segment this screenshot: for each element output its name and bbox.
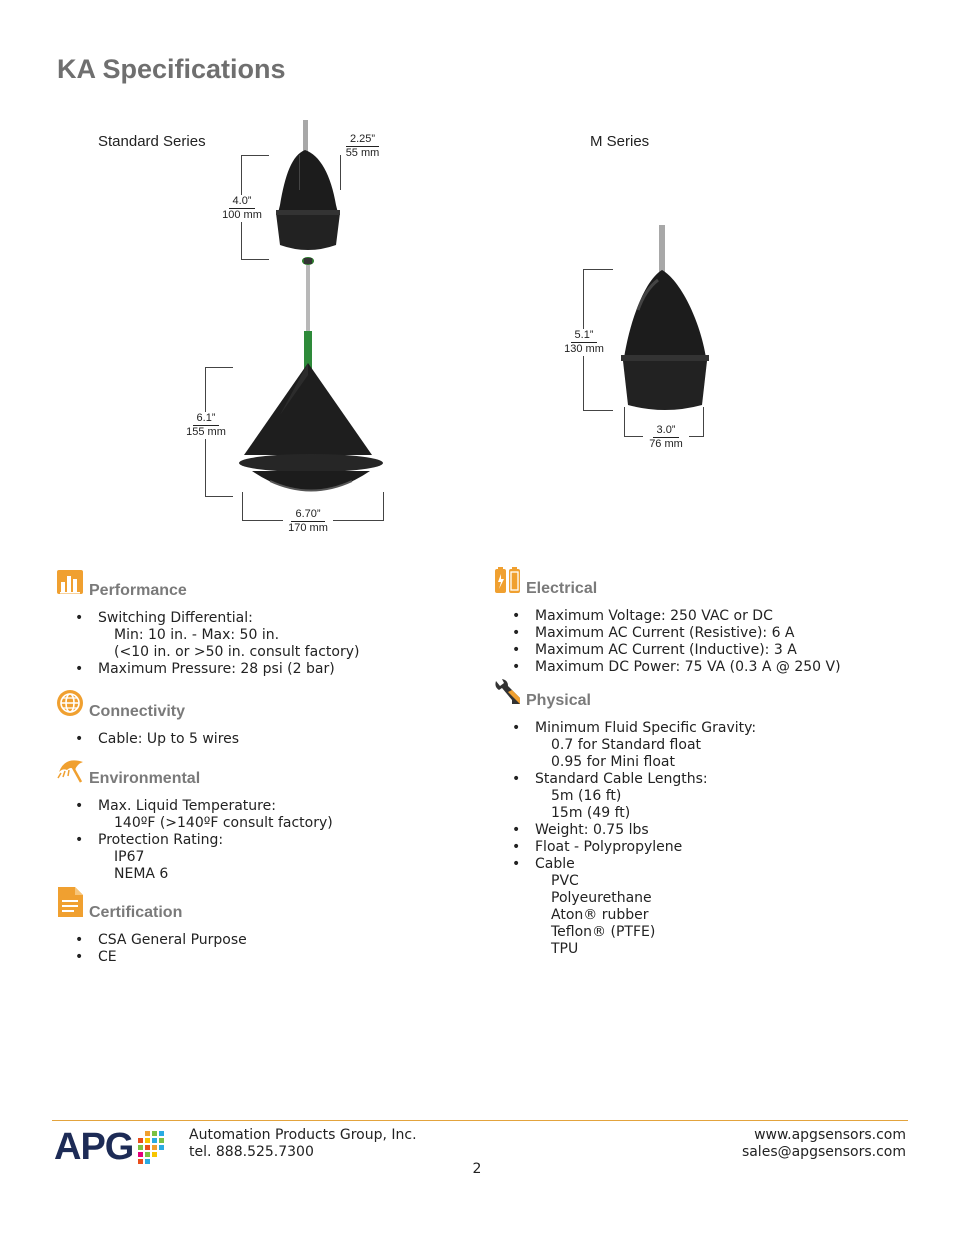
- list-item: • Minimum Fluid Specific Gravity: 0.7 for Standard float 0.95 for Mini float: [512, 720, 914, 771]
- page-title: KA Specifications: [57, 54, 286, 84]
- company-phone: tel. 888.525.7300: [189, 1144, 314, 1160]
- wrench-icon: [494, 678, 522, 706]
- connectivity-section: [57, 689, 457, 748]
- battery-icon: [494, 566, 522, 594]
- environmental-title: Environmental: [89, 770, 201, 787]
- page-number: 2: [472, 1161, 482, 1177]
- list-item: • Cable PVC Polyeurethane Aton® rubber Teflon® (PTFE) TPU: [512, 856, 914, 958]
- list-item: • Max. Liquid Temperature: 140ºF (>140ºF consult factory): [75, 798, 457, 832]
- list-item: • Maximum AC Current (Resistive): 6 A: [512, 625, 914, 642]
- globe-icon: [57, 689, 85, 717]
- list-item: • Switching Differential: Min: 10 in. - Max: 50 in. (<10 in. or >50 in. consult factory): [75, 610, 457, 661]
- list-item: • Cable: Up to 5 wires: [75, 731, 457, 748]
- bar-chart-icon: [57, 568, 85, 596]
- electrical-title: Electrical: [526, 580, 598, 597]
- m-width-dimension: 3.0” 76 mm: [643, 424, 689, 451]
- connectivity-title: Connectivity: [89, 703, 186, 720]
- standard-top-width-dimension: 2.25” 55 mm: [345, 133, 380, 159]
- list-item: • Maximum DC Power: 75 VA (0.3 A @ 250 V): [512, 659, 914, 676]
- company-name: Automation Products Group, Inc.: [189, 1127, 417, 1143]
- list-item: • Protection Rating: IP67 NEMA 6: [75, 832, 457, 883]
- environmental-section: [57, 756, 457, 883]
- umbrella-icon: [57, 756, 85, 784]
- list-item: • Maximum Pressure: 28 psi (2 bar): [75, 661, 457, 678]
- standard-series-label: Standard Series: [98, 133, 206, 150]
- m-height-dimension: 5.1” 130 mm: [560, 329, 608, 356]
- list-item: • CSA General Purpose: [75, 932, 457, 949]
- list-item: • Standard Cable Lengths: 5m (16 ft) 15m (49 ft): [512, 771, 914, 822]
- electrical-section: [494, 566, 914, 676]
- footer-divider: [52, 1120, 908, 1121]
- certification-section: [57, 890, 457, 966]
- apg-logo: APG: [54, 1126, 167, 1169]
- list-item: • Weight: 0.75 lbs: [512, 822, 914, 839]
- list-item: • CE: [75, 949, 457, 966]
- standard-top-height-dimension: 4.0” 100 mm: [218, 195, 266, 222]
- physical-section: [494, 678, 914, 958]
- web-contact: [742, 1127, 906, 1161]
- document-icon: [57, 886, 85, 918]
- email-link[interactable]: sales@apgsensors.com: [741, 1144, 906, 1160]
- website-link[interactable]: www.apgsensors.com: [754, 1127, 906, 1143]
- m-series-label: M Series: [590, 133, 650, 150]
- company-contact: [189, 1127, 417, 1161]
- m-series-float-image: [600, 220, 730, 420]
- certification-title: Certification: [89, 904, 183, 921]
- list-item: • Maximum AC Current (Inductive): 3 A: [512, 642, 914, 659]
- list-item: • Maximum Voltage: 250 VAC or DC: [512, 608, 914, 625]
- performance-section: [57, 568, 457, 678]
- performance-title: Performance: [89, 582, 187, 599]
- standard-bottom-width-dimension: 6.70” 170 mm: [283, 508, 333, 535]
- physical-title: Physical: [526, 692, 591, 709]
- standard-bottom-height-dimension: 6.1” 155 mm: [182, 412, 230, 439]
- list-item: • Float - Polypropylene: [512, 839, 914, 856]
